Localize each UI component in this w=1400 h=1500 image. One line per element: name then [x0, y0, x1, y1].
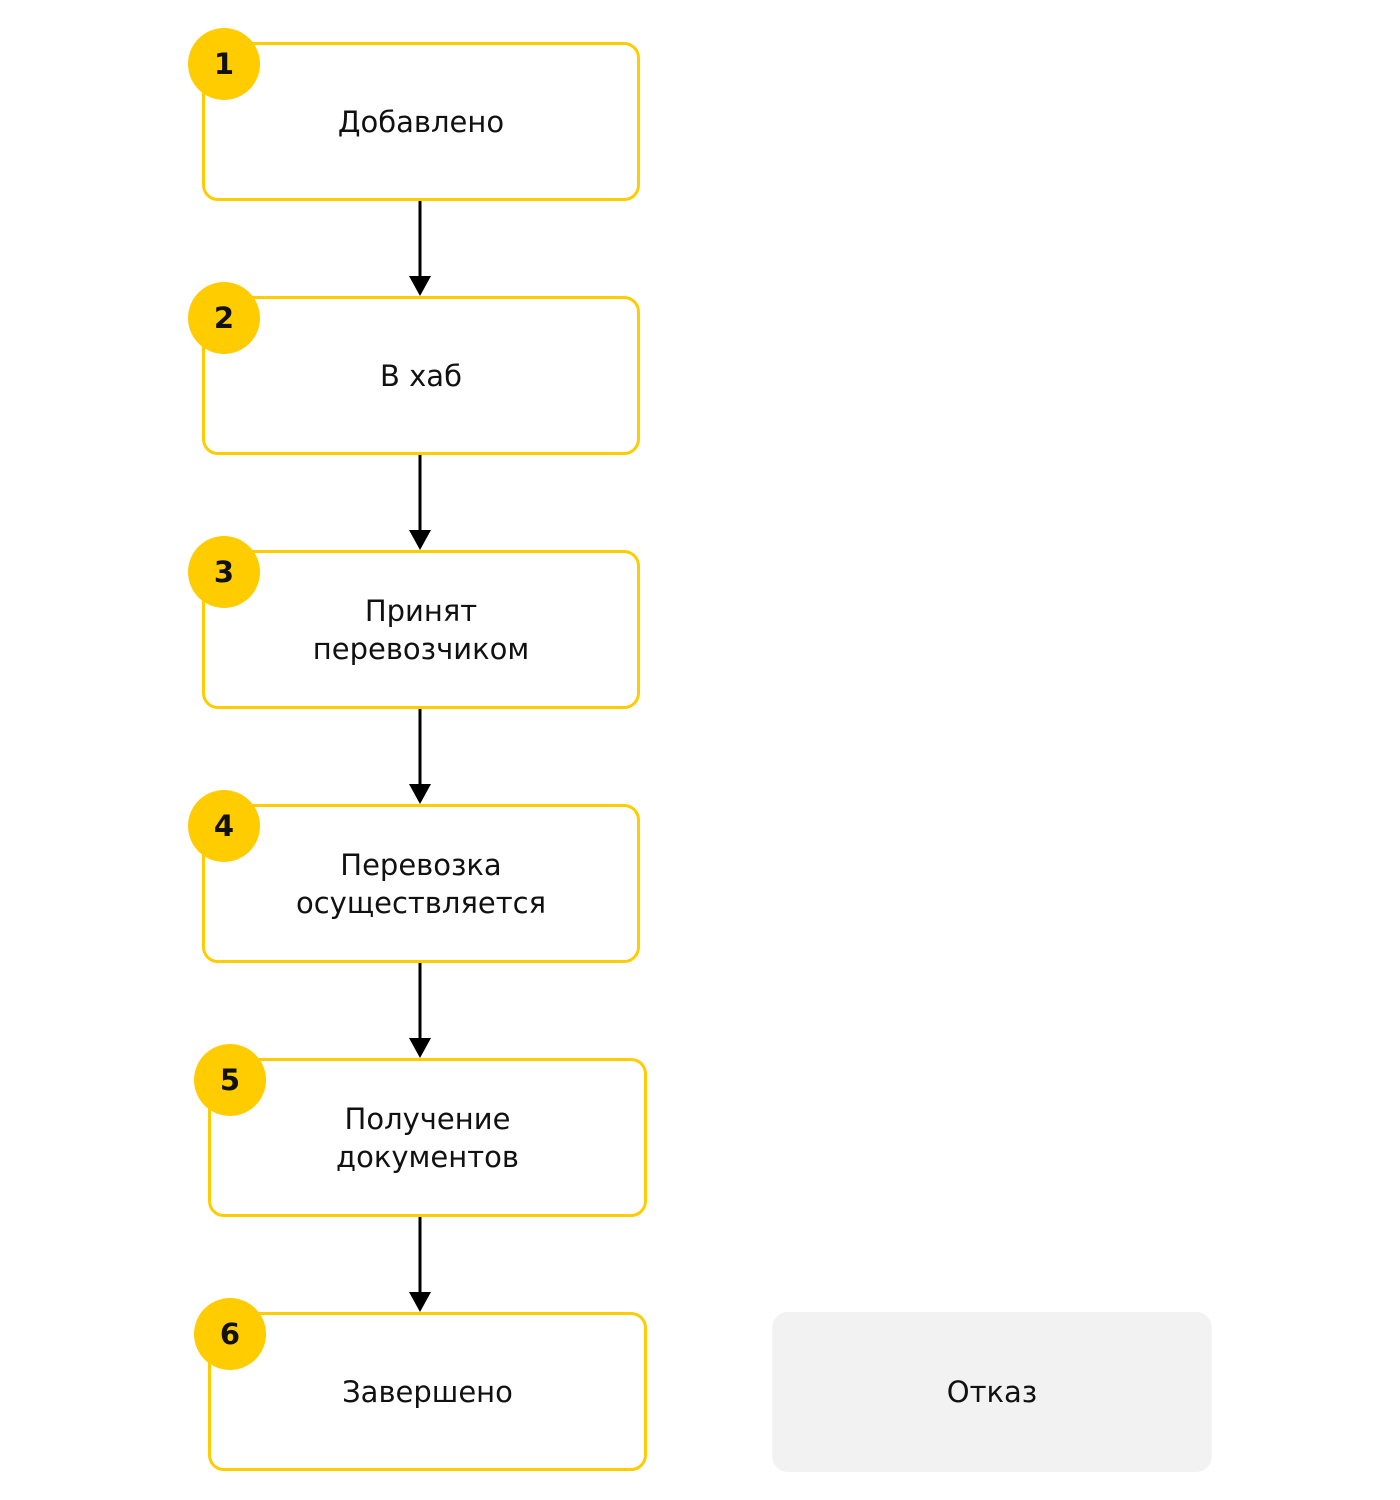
step-number-badge: 5 [194, 1044, 266, 1116]
step-label: Получение документов [336, 1101, 519, 1174]
step-box-completed [208, 1312, 647, 1471]
arrow-1-2 [409, 201, 431, 296]
arrow-5-6 [409, 1217, 431, 1312]
step-box-accepted-by-carrier [202, 550, 640, 709]
step-label: Перевозка осуществляется [295, 847, 547, 920]
step-label: Добавлено [337, 104, 505, 139]
step-label: Принят перевозчиком [312, 593, 530, 666]
reject-status-box [772, 1312, 1212, 1472]
step-number-badge: 3 [188, 536, 260, 608]
step-number-badge: 4 [188, 790, 260, 862]
arrow-3-4 [409, 709, 431, 804]
arrow-2-3 [409, 455, 431, 550]
step-number-badge: 6 [194, 1298, 266, 1370]
step-box-to-hub [202, 296, 640, 455]
step-box-in-transit [202, 804, 640, 963]
step-label: В хаб [380, 358, 462, 393]
step-box-added [202, 42, 640, 201]
step-label: Завершено [342, 1374, 513, 1409]
step-box-documents-received [208, 1058, 647, 1217]
step-number-badge: 2 [188, 282, 260, 354]
reject-label: Отказ [946, 1375, 1038, 1409]
step-number-badge: 1 [188, 28, 260, 100]
arrow-4-5 [409, 963, 431, 1058]
